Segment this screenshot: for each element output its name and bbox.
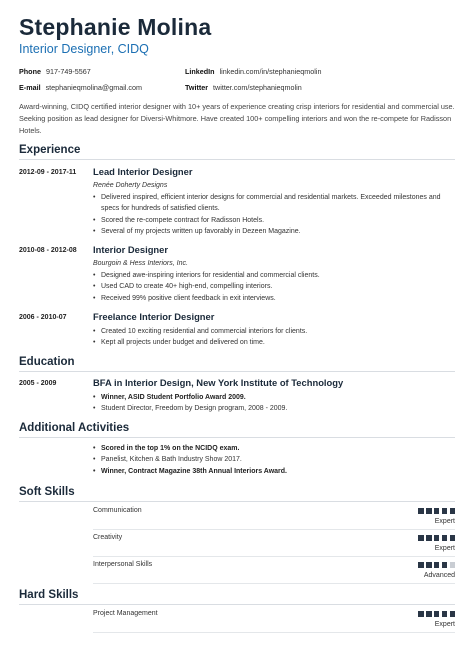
section-divider <box>19 501 455 502</box>
skill-divider <box>93 583 455 584</box>
rating-square-filled <box>434 611 440 617</box>
job-title: Lead Interior Designer <box>93 166 193 177</box>
skill-name: Interpersonal Skills <box>93 561 153 568</box>
job-dates: 2006 - 2010-07 <box>19 314 67 321</box>
twitter-label: Twitter <box>185 83 209 92</box>
skill-level: Expert <box>434 621 455 628</box>
linkedin-label: LinkedIn <box>185 67 215 76</box>
rating-square-filled <box>450 535 456 541</box>
rating-square-empty <box>450 562 456 568</box>
list-item: • Winner, ASID Student Portfolio Award 2009. <box>93 392 453 403</box>
education-dates: 2005 - 2009 <box>19 380 57 387</box>
list-item: • Created 10 exciting residential and commercial interiors for clients. <box>93 326 453 337</box>
email-label: E-mail <box>19 83 41 92</box>
skill-level: Expert <box>434 545 455 552</box>
job-bullets <box>93 192 453 237</box>
twitter-value[interactable]: twitter.com/stephanieqmolin <box>213 83 302 92</box>
hard-skills-heading: Hard Skills <box>19 589 79 601</box>
list-item: • Kept all projects under budget and delivered on time. <box>93 337 453 348</box>
list-item: • Winner, Contract Magazine 38th Annual Interiors Award. <box>93 466 453 477</box>
rating-square-filled <box>450 508 456 514</box>
candidate-name: Stephanie Molina <box>19 14 212 40</box>
rating-square-filled <box>426 508 432 514</box>
contact-phone <box>19 67 91 76</box>
skill-rating <box>418 562 455 568</box>
rating-square-filled <box>442 535 448 541</box>
rating-square-filled <box>434 562 440 568</box>
skill-rating <box>418 611 455 617</box>
contact-linkedin <box>185 67 321 76</box>
skill-level: Expert <box>434 518 455 525</box>
skill-name: Creativity <box>93 534 123 541</box>
skill-divider <box>93 529 455 530</box>
section-divider <box>19 437 455 438</box>
education-heading: Education <box>19 356 75 368</box>
list-item: • Received 99% positive client feedback in exit interviews. <box>93 293 453 304</box>
job-company: Renée Doherty Designs <box>93 182 168 189</box>
job-bullets <box>93 270 453 304</box>
rating-square-filled <box>434 535 440 541</box>
job-dates: 2012-09 - 2017-11 <box>19 169 77 176</box>
experience-heading: Experience <box>19 144 81 156</box>
phone-label: Phone <box>19 67 41 76</box>
skill-name: Project Management <box>93 610 158 617</box>
rating-square-filled <box>450 611 456 617</box>
job-company: Bourgoin & Hess Interiors, Inc. <box>93 260 188 267</box>
section-divider <box>19 371 455 372</box>
soft-skills-heading: Soft Skills <box>19 486 75 498</box>
list-item: • Scored in the top 1% on the NCIDQ exam. <box>93 443 453 454</box>
skill-rating <box>418 535 455 541</box>
rating-square-filled <box>426 562 432 568</box>
skill-level: Advanced <box>423 572 455 579</box>
education-bullets <box>93 392 453 415</box>
rating-square-filled <box>434 508 440 514</box>
job-title: Interior Designer <box>93 244 169 255</box>
rating-square-filled <box>418 611 424 617</box>
list-item: • Several of my projects written up favorably in Dezeen Magazine. <box>93 226 453 237</box>
rating-square-filled <box>426 611 432 617</box>
rating-square-filled <box>442 508 448 514</box>
contact-twitter <box>185 83 302 92</box>
profile-summary: Award-winning, CIDQ certified interior designer with 10+ years of experience creating crisp interiors for residential and commercial use. Seeking position as lead designer for Diversi-Whitmore. Have created 100+ compelling interiors and won the re-compete for Radisson Hotels. <box>19 102 455 135</box>
skill-divider <box>93 632 455 633</box>
email-value[interactable]: stephanieqmolina@gmail.com <box>45 83 142 92</box>
rating-square-filled <box>426 535 432 541</box>
job-title: Freelance Interior Designer <box>93 311 215 322</box>
education-degree: BFA in Interior Design, New York Institute of Technology <box>93 377 344 388</box>
rating-square-filled <box>442 562 448 568</box>
activities-heading: Additional Activities <box>19 422 130 434</box>
section-divider <box>19 159 455 160</box>
activities-bullets <box>93 443 453 477</box>
rating-square-filled <box>418 535 424 541</box>
candidate-role: Interior Designer, CIDQ <box>19 42 149 56</box>
list-item: • Used CAD to create 40+ high-end, compelling interiors. <box>93 281 453 292</box>
skill-name: Communication <box>93 507 142 514</box>
list-item: • Scored the re-compete contract for Radisson Hotels. <box>93 215 453 226</box>
list-item: • Designed awe-inspiring interiors for residential and commercial clients. <box>93 270 453 281</box>
rating-square-filled <box>418 562 424 568</box>
skill-rating <box>418 508 455 514</box>
rating-square-filled <box>418 508 424 514</box>
job-dates: 2010-08 - 2012-08 <box>19 247 77 254</box>
job-bullets <box>93 326 453 349</box>
list-item: • Student Director, Freedom by Design program, 2008 - 2009. <box>93 403 453 414</box>
phone-value: 917-749-5567 <box>45 67 91 76</box>
list-item: • Delivered inspired, efficient interior designs for commercial and residential markets. Exceeded milestones and specs for hundreds of satisfied clients. <box>93 192 453 215</box>
linkedin-value[interactable]: linkedin.com/in/stephanieqmolin <box>219 67 322 76</box>
skill-divider <box>93 556 455 557</box>
rating-square-filled <box>442 611 448 617</box>
section-divider <box>19 604 455 605</box>
contact-email <box>19 83 142 92</box>
list-item: • Panelist, Kitchen & Bath Industry Show 2017. <box>93 454 453 465</box>
